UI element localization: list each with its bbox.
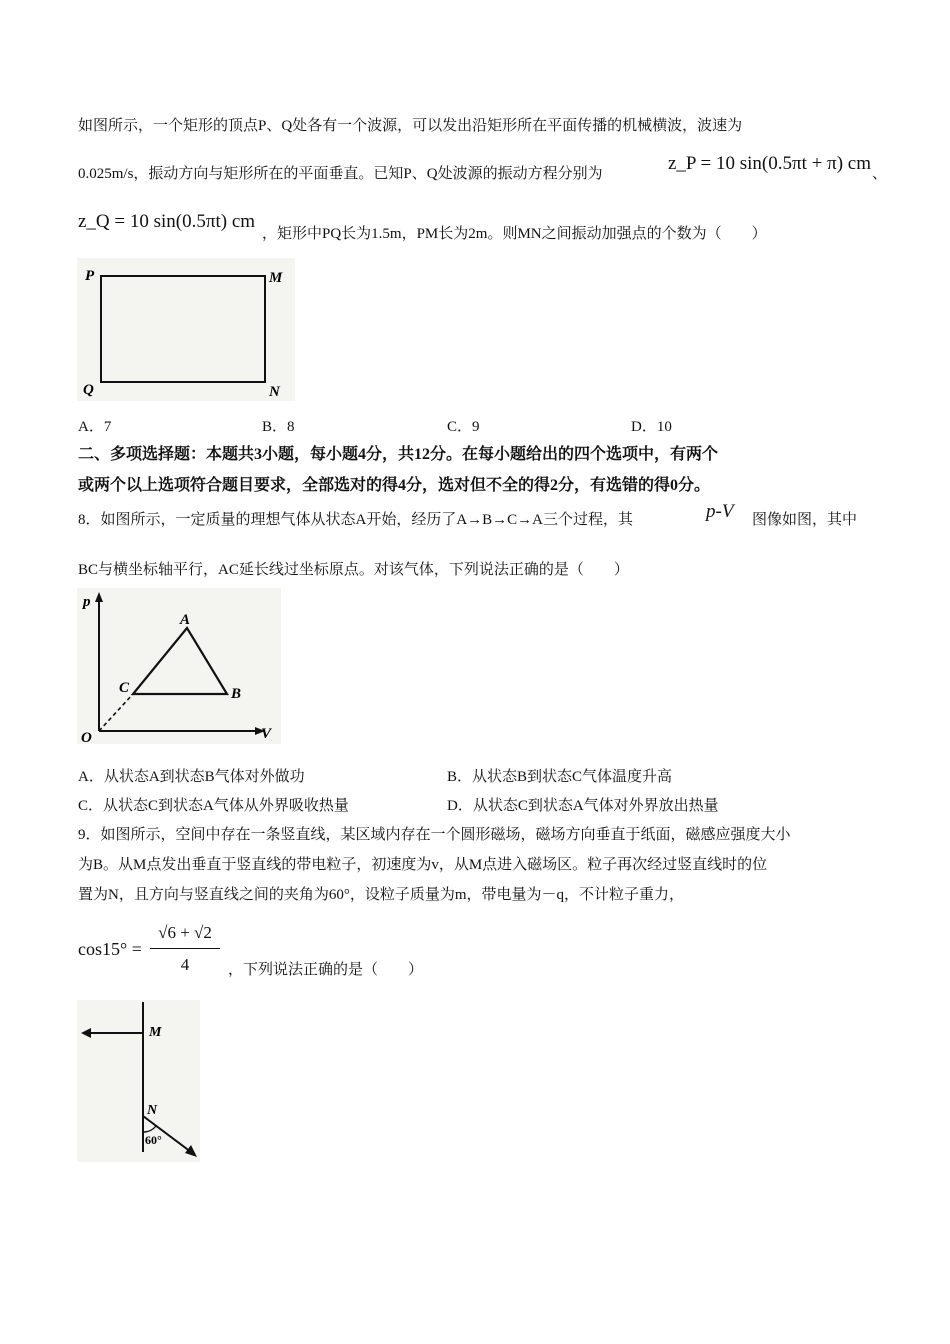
label-angle: 60° xyxy=(145,1133,162,1147)
q9-line2: 为B。从M点发出垂直于竖直线的带电粒子，初速度为v，从M点进入磁场区。粒子再次经过竖直线时的位 xyxy=(78,857,768,873)
label-O: O xyxy=(81,730,92,744)
label-C: C xyxy=(119,680,130,696)
q9-cos-lhs: cos15° = xyxy=(78,939,142,959)
q8-line1-post: 图像如图，其中 xyxy=(752,512,858,528)
q8-pv-symbol: p-V xyxy=(706,501,734,522)
q8-line1: 8．如图所示，一定质量的理想气体从状态A开始，经历了A→B→C→A三个过程，其 xyxy=(78,512,634,528)
label-A: A xyxy=(180,612,191,628)
q7-option-d[interactable]: D．10 xyxy=(631,419,672,435)
q7-option-c[interactable]: C．9 xyxy=(447,419,480,435)
angle-arc xyxy=(143,1126,156,1132)
q9-cos-numerator: √6 + √2 xyxy=(158,923,212,942)
label-p: p xyxy=(83,594,91,610)
rectangle-pmnq xyxy=(101,276,265,382)
q8-figure xyxy=(77,588,281,744)
q8-option-a[interactable]: A．从状态A到状态B气体对外做功 xyxy=(78,769,305,785)
q9-line4: ，下列说法正确的是（ ） xyxy=(228,962,424,978)
q8-option-c[interactable]: C．从状态C到状态A气体从外界吸收热量 xyxy=(78,798,349,814)
label-B: B xyxy=(231,686,242,702)
section2-heading-line2: 或两个以上选项符合题目要求，全部选对的得4分，选对但不全的得2分，有选错的得0分。 xyxy=(78,477,711,494)
q8-line2: BC与横坐标轴平行，AC延长线过坐标原点。对该气体，下列说法正确的是（ ） xyxy=(78,562,629,578)
magnetic-field-diagram xyxy=(77,1000,200,1162)
q9-line3: 置为N，且方向与竖直线之间的夹角为60°，设粒子质量为m，带电量为－q，不计粒子重力， xyxy=(78,887,685,903)
triangle-abc xyxy=(133,628,227,694)
q8-option-b[interactable]: B．从状态B到状态C气体温度升高 xyxy=(447,769,673,785)
label-P: P xyxy=(85,268,95,284)
pv-diagram xyxy=(77,588,281,744)
q7-line3: ，矩形中PQ长为1.5m，PM长为2m。则MN之间振动加强点的个数为（ ） xyxy=(262,226,767,242)
label-V: V xyxy=(261,726,272,742)
q7-figure xyxy=(77,258,295,401)
q9-line1: 9．如图所示，空间中存在一条竖直线，某区域内存在一个圆形磁场，磁场方向垂直于纸面，磁感应强度大小 xyxy=(78,827,791,843)
q7-line2: 0.025m/s，振动方向与矩形所在的平面垂直。已知P、Q处波源的振动方程分别为 xyxy=(78,166,603,182)
q7-line1: 如图所示，一个矩形的顶点P、Q处各有一个波源，可以发出沿矩形所在平面传播的机械横波，波速为 xyxy=(78,118,743,134)
label-M: M xyxy=(149,1025,162,1040)
q9-figure xyxy=(77,1000,200,1162)
label-N: N xyxy=(269,384,280,400)
q9-fraction-bar xyxy=(150,948,220,949)
label-M: M xyxy=(269,270,283,286)
label-N: N xyxy=(147,1103,158,1118)
left-arrow-icon xyxy=(81,1028,91,1038)
q7-eq-zq: z_Q = 10 sin(0.5πt) cm xyxy=(78,211,256,232)
q7-option-b[interactable]: B．8 xyxy=(262,419,295,435)
ac-extension-dashed xyxy=(99,694,133,731)
section2-heading-line1: 二、多项选择题：本题共3小题，每小题4分，共12分。在每小题给出的四个选项中，有两个 xyxy=(78,446,719,463)
q8-option-d[interactable]: D．从状态C到状态A气体对外界放出热量 xyxy=(447,798,719,814)
label-Q: Q xyxy=(83,382,94,398)
q9-cos-denominator: 4 xyxy=(180,955,190,974)
p-axis-arrow-icon xyxy=(95,592,103,602)
rectangle-diagram xyxy=(77,258,295,401)
q7-eq-zp: z_P = 10 sin(0.5πt + π) cm xyxy=(668,153,871,174)
down-right-arrow-icon xyxy=(185,1145,197,1157)
q7-option-a[interactable]: A．7 xyxy=(78,419,112,435)
q7-line2-post: 、 xyxy=(872,166,888,182)
